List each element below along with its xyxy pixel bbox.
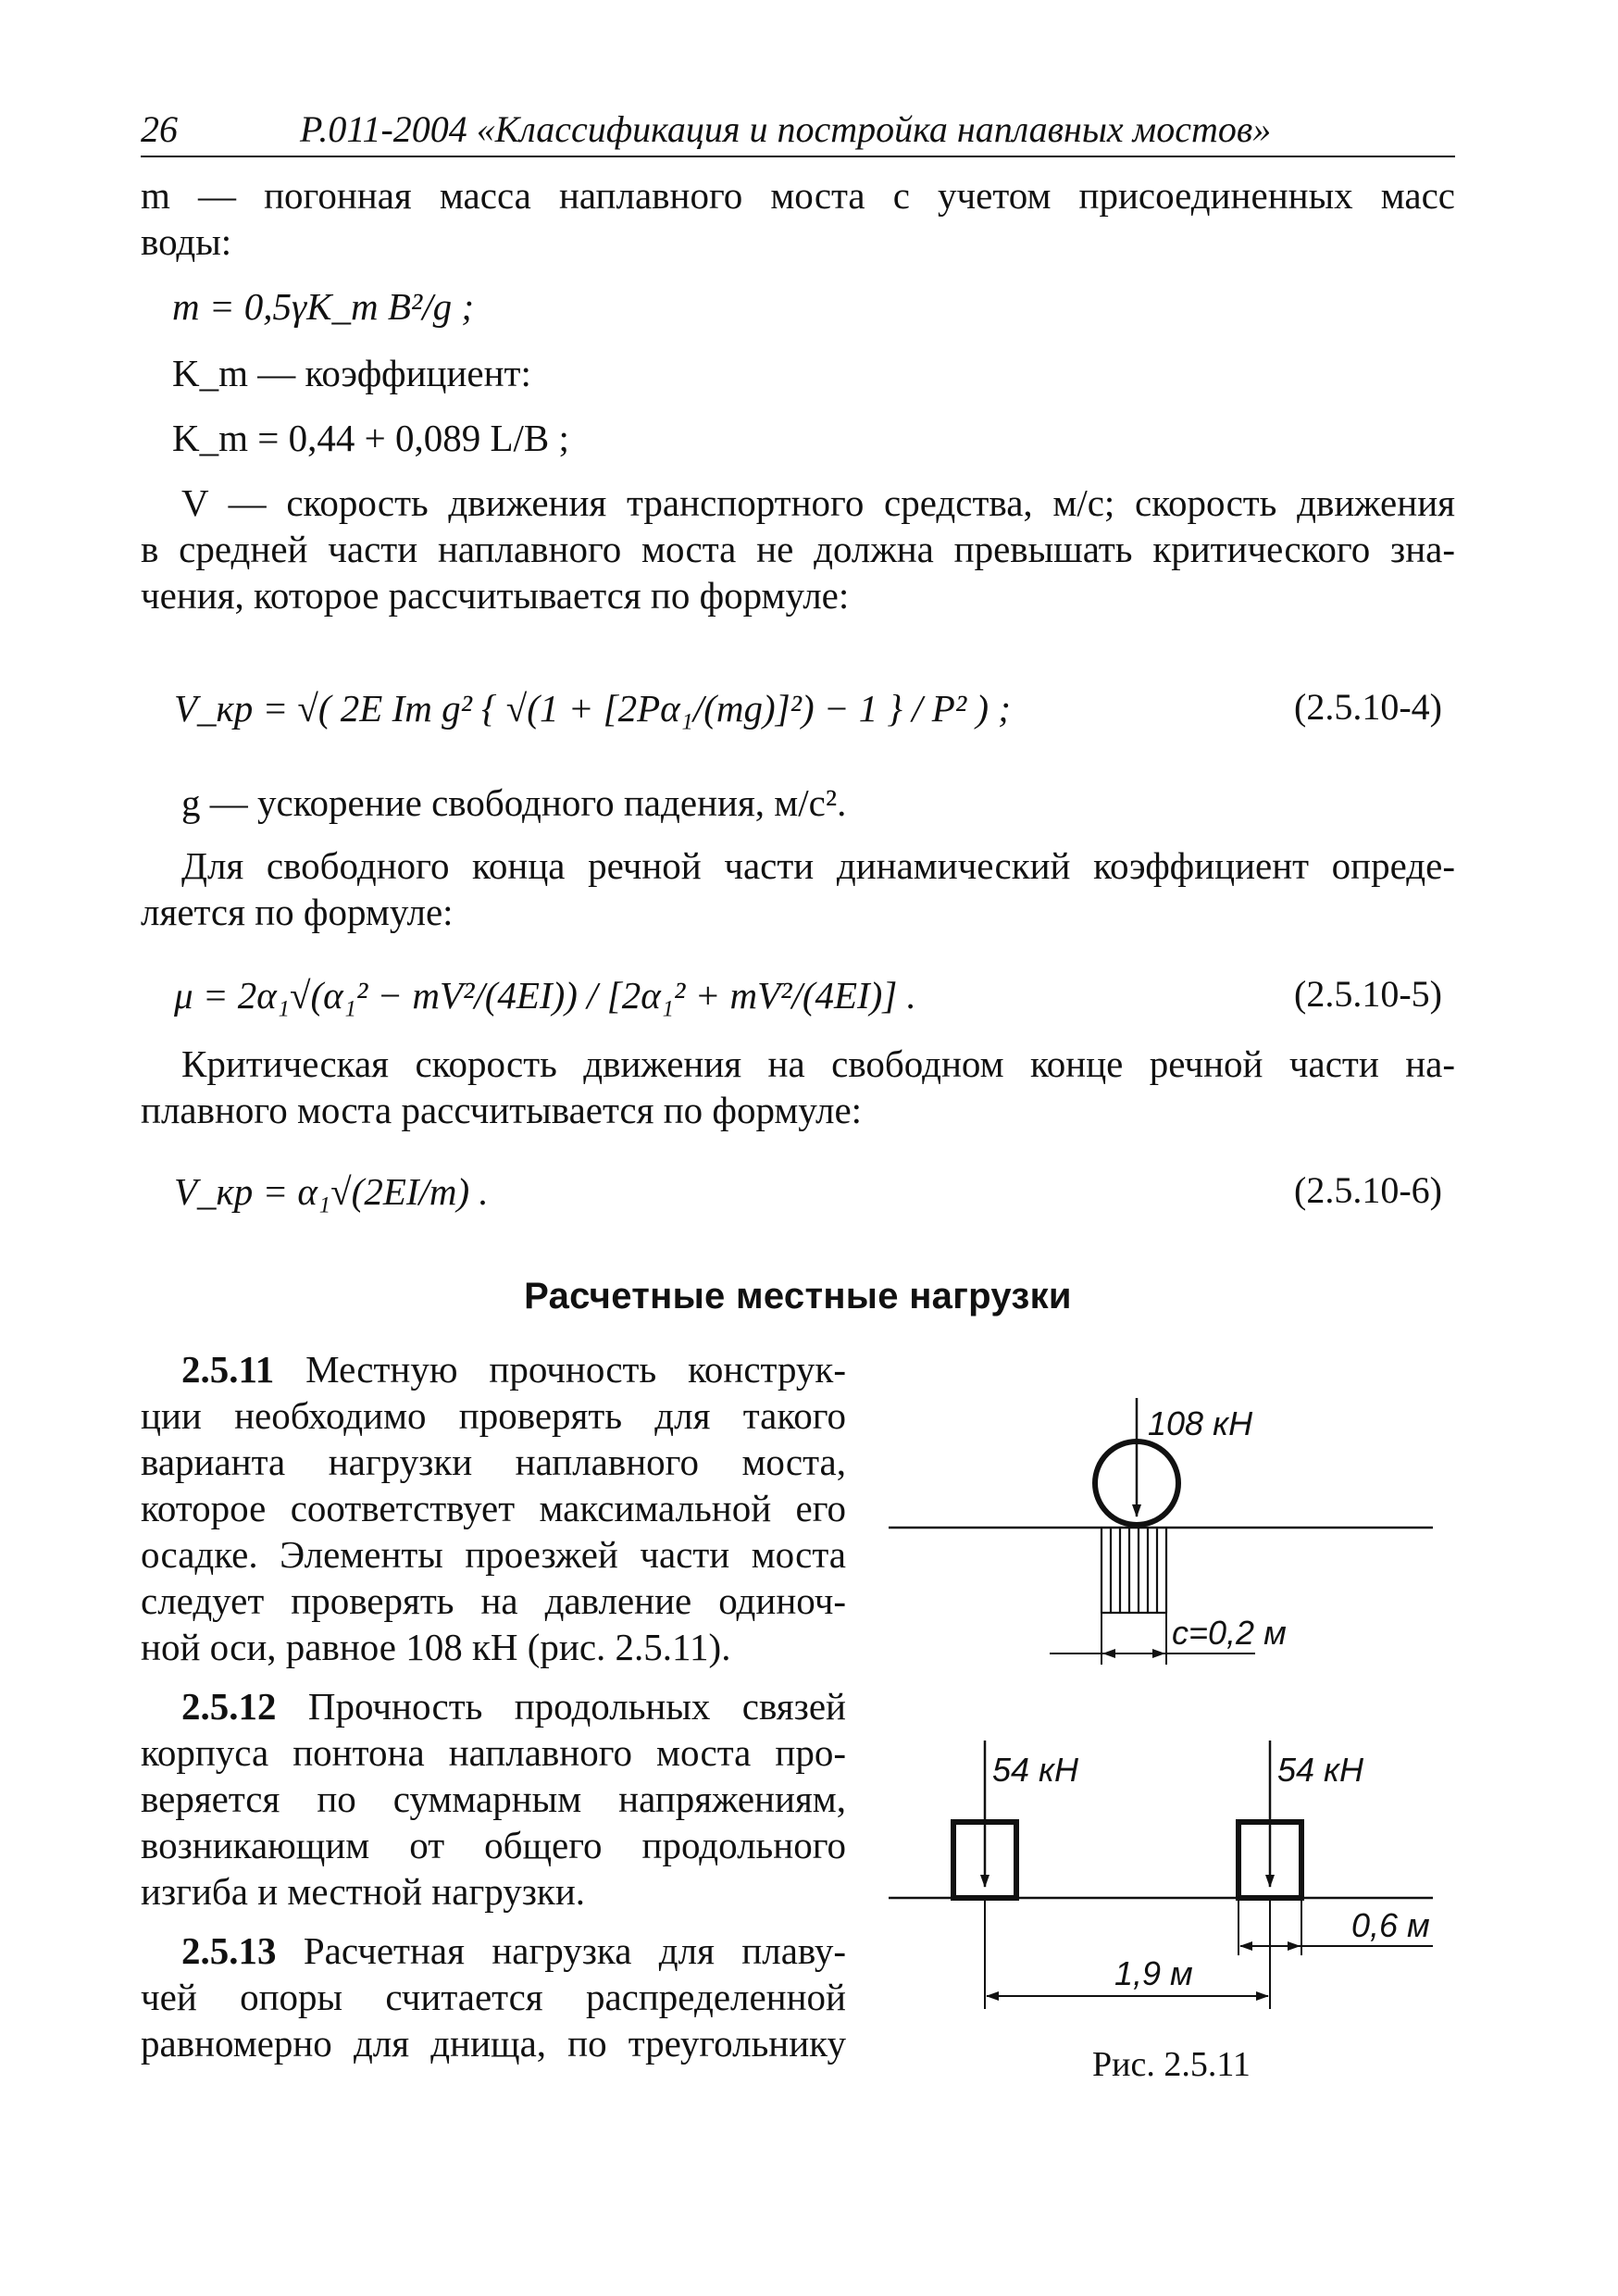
paragraph-line: ции необходимо проверять для такого [141, 1394, 846, 1437]
clause-number: 2.5.12 [181, 1685, 277, 1728]
equation-2-5-10-5: μ = 2α₁√(α₁² − mV²/(4EI)) / [2α₁² + mV²/(4EI)] . [174, 974, 916, 1017]
single-axle-load-diagram [889, 1398, 1433, 1665]
paragraph-line: осадке. Элементы проезжей части моста [141, 1533, 846, 1576]
critical-intro-line1: Критическая скорость движения на свободном конце речной части на- [181, 1042, 1455, 1085]
contact-patch-hatch [1101, 1528, 1166, 1613]
paragraph-line: 2.5.12 Прочность продольных связей [181, 1685, 846, 1728]
paragraph-line: возникающим от общего продольного [141, 1824, 846, 1866]
paragraph-line: 2.5.13 Расчетная нагрузка для плаву- [181, 1929, 847, 1972]
m-definition-line2: воды: [141, 220, 232, 263]
paragraph-line: следует проверять на давление одиноч- [141, 1579, 846, 1622]
paragraph-line: чей опоры считается распределенной [141, 1976, 846, 2018]
mu-intro-line2: ляется по формуле: [141, 891, 454, 933]
section-heading: Расчетные местные нагрузки [524, 1276, 1072, 1316]
critical-intro-line2: плавного моста рассчитывается по формуле: [141, 1089, 863, 1131]
paragraph-line: которое соответствует максимальной его [141, 1487, 846, 1529]
mu-intro-line1: Для свободного конца речной части динамический коэффициент опреде- [181, 844, 1455, 887]
paragraph-line: варианта нагрузки наплавного моста, [141, 1441, 846, 1483]
span-label: 1,9 м [1114, 1954, 1193, 1992]
km-formula: K_m = 0,44 + 0,089 L/B ; [172, 417, 569, 459]
paragraph-line: веряется по суммарным напряжениям, [141, 1778, 846, 1820]
paragraph-line: 2.5.11 Местную прочность конструк- [181, 1348, 846, 1391]
paragraph-line: равномерно для днища, по треугольнику [141, 2022, 846, 2065]
clause-number: 2.5.13 [181, 1929, 277, 1972]
page-number: 26 [141, 108, 178, 150]
equation-number-6: (2.5.10-6) [1294, 1169, 1442, 1211]
figure-2-5-11 [889, 1370, 1481, 2037]
equation-2-5-10-4: V_кр = √( 2E Im g² { √(1 + [2Pα₁/(mg)]²) − 1 } / P² ) ; [174, 687, 1011, 730]
load-label-left: 54 кН [992, 1751, 1079, 1789]
paragraph-2-5-11 [141, 1346, 846, 1670]
paragraph-line: изгиба и местной нагрузки. [141, 1870, 586, 1913]
load-label-right: 54 кН [1277, 1751, 1364, 1789]
paragraph-2-5-12 [141, 1683, 846, 1915]
pad-width-label: 0,6 м [1351, 1906, 1430, 1944]
figure-caption: Рис. 2.5.11 [1092, 2045, 1251, 2084]
v-definition-line2: в средней части наплавного моста не должна превышать критического зна- [141, 528, 1455, 570]
g-definition: g — ускорение свободного падения, м/с². [181, 781, 847, 824]
equation-number-4: (2.5.10-4) [1294, 686, 1442, 728]
clause-number: 2.5.11 [181, 1348, 275, 1391]
m-definition-line1: m — погонная масса наплавного моста с учетом присоединенных масс [141, 174, 1455, 217]
paragraph-2-5-13 [141, 1928, 846, 2066]
paragraph-line: ной оси, равное 108 кН (рис. 2.5.11). [141, 1626, 731, 1668]
v-definition-line3: чения, которое рассчитывается по формуле: [141, 574, 850, 617]
paragraph-line: корпуса понтона наплавного моста про- [141, 1731, 846, 1774]
v-definition-line1: V — скорость движения транспортного средства, м/с; скорость движения [181, 481, 1455, 524]
c-dimension-label: c=0,2 м [1172, 1614, 1287, 1652]
two-load-diagram [889, 1741, 1433, 2009]
page-header [141, 104, 1455, 157]
equation-2-5-10-6: V_кр = α₁√(2EI/m) . [174, 1170, 489, 1213]
m-formula: m = 0,5γK_m B²/g ; [172, 285, 475, 328]
equation-number-5: (2.5.10-5) [1294, 973, 1442, 1015]
running-title: Р.011-2004 «Классификация и постройка наплавных мостов» [300, 108, 1272, 150]
km-definition: K_m — коэффициент: [172, 352, 531, 394]
load-label-108: 108 кН [1148, 1404, 1253, 1442]
